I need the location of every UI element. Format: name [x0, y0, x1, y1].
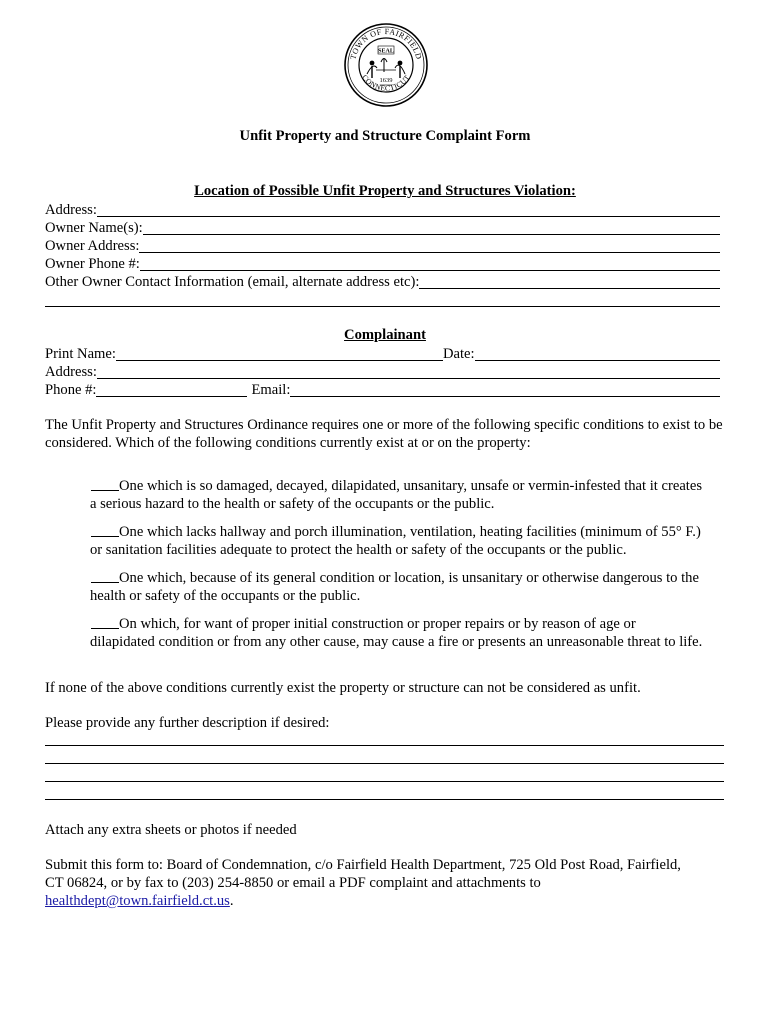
other-contact-line[interactable]	[419, 275, 720, 289]
address-field[interactable]	[45, 201, 720, 219]
condition-2-checkbox-line[interactable]	[91, 524, 119, 537]
location-heading: Location of Possible Unfit Property and Structures Violation:	[194, 183, 576, 199]
email-line[interactable]	[290, 383, 720, 397]
attach-note: Attach any extra sheets or photos if needed	[45, 822, 297, 838]
condition-3-checkbox-line[interactable]	[91, 570, 119, 583]
condition-1-text-line1: One which is so damaged, decayed, dilapidated, unsanitary, unsafe or vermin-infested that it creates	[119, 478, 703, 494]
owner-address-field[interactable]	[45, 237, 720, 255]
condition-3[interactable]	[91, 569, 727, 605]
description-line-2[interactable]	[45, 763, 724, 764]
owner-address-label: Owner Address:	[45, 238, 140, 254]
complainant-address-field[interactable]	[45, 363, 720, 381]
address-label: Address:	[45, 202, 97, 218]
print-name-label: Print Name:	[45, 346, 116, 362]
owner-phone-label: Owner Phone #:	[45, 256, 140, 272]
condition-4[interactable]	[91, 615, 727, 651]
svg-text:TOWN OF FAIRFIELD: TOWN OF FAIRFIELD	[348, 26, 424, 61]
condition-4-text-line1: On which, for want of proper initial construction or proper repairs or by reason of age or	[119, 616, 636, 632]
owner-names-line[interactable]	[143, 221, 720, 235]
owner-names-label: Owner Name(s):	[45, 220, 143, 236]
submit-end-period: .	[229, 893, 234, 909]
owner-names-field[interactable]	[45, 219, 720, 237]
complainant-heading: Complainant	[344, 327, 426, 343]
condition-4-checkbox-line[interactable]	[91, 616, 119, 629]
submit-line-2: CT 06824, or by fax to (203) 254-8850 or email a PDF complaint and attachments to	[45, 875, 541, 891]
description-line-1[interactable]	[45, 745, 724, 746]
condition-2-text-line1: One which lacks hallway and porch illumination, ventilation, heating facilities (minimum of 55° F.)	[119, 524, 701, 540]
other-contact-field[interactable]	[45, 273, 720, 291]
condition-1-checkbox-line[interactable]	[91, 478, 119, 491]
condition-3-text-line2: health or safety of the occupants or the public.	[90, 588, 361, 604]
condition-3-text-line1: One which, because of its general condition or location, is unsanitary or otherwise dangerous to the	[119, 570, 699, 586]
condition-4-text-line2: dilapidated condition or from any other cause, may cause a fire or presents an unreasonable threat to life.	[90, 634, 703, 650]
date-line[interactable]	[475, 347, 720, 361]
other-contact-label: Other Owner Contact Information (email, alternate address etc):	[45, 274, 420, 290]
description-line-3[interactable]	[45, 781, 724, 782]
other-contact-line-2[interactable]	[45, 293, 720, 307]
owner-phone-field[interactable]	[45, 255, 720, 273]
address-line[interactable]	[97, 203, 720, 217]
svg-text:1639: 1639	[379, 77, 393, 84]
owner-phone-line[interactable]	[140, 257, 720, 271]
complainant-address-line[interactable]	[97, 365, 720, 379]
form-title: Unfit Property and Structure Complaint Form	[239, 128, 531, 144]
phone-email-row[interactable]	[45, 381, 720, 399]
intro-paragraph: The Unfit Property and Structures Ordinance requires one or more of the following specific conditions to exist to be considered. Which of the following conditions currently exist at or on the property:	[45, 417, 723, 451]
email-label: Email:	[251, 382, 291, 398]
condition-1-text-line2: a serious hazard to the health or safety of the occupants or the public.	[90, 496, 495, 512]
condition-1[interactable]	[91, 477, 727, 513]
condition-2-text-line2: or sanitation facilities adequate to protect the health or safety of the occupants or the public.	[90, 542, 627, 558]
submit-instructions	[45, 856, 725, 910]
date-label: Date:	[442, 346, 475, 362]
health-dept-email-link[interactable]: healthdept@town.fairfield.ct.us	[45, 893, 230, 909]
condition-2[interactable]	[91, 523, 727, 559]
print-name-date-row[interactable]	[45, 345, 720, 363]
complainant-address-label: Address:	[45, 364, 97, 380]
print-name-line[interactable]	[116, 347, 443, 361]
submit-line-1: Submit this form to: Board of Condemnation, c/o Fairfield Health Department, 725 Old Post Road, Fairfield,	[45, 857, 681, 873]
other-contact-field-extra[interactable]	[45, 291, 720, 309]
svg-text:SEAL: SEAL	[378, 48, 394, 55]
town-seal-logo	[343, 22, 429, 108]
description-line-4[interactable]	[45, 799, 724, 800]
owner-address-line[interactable]	[139, 239, 720, 253]
svg-text:CONNECTICUT: CONNECTICUT	[360, 72, 412, 93]
phone-line[interactable]	[96, 383, 247, 397]
description-prompt: Please provide any further description if desired:	[45, 715, 330, 731]
phone-label: Phone #:	[45, 382, 97, 398]
none-note: If none of the above conditions currently exist the property or structure can not be considered as unfit.	[45, 680, 641, 696]
